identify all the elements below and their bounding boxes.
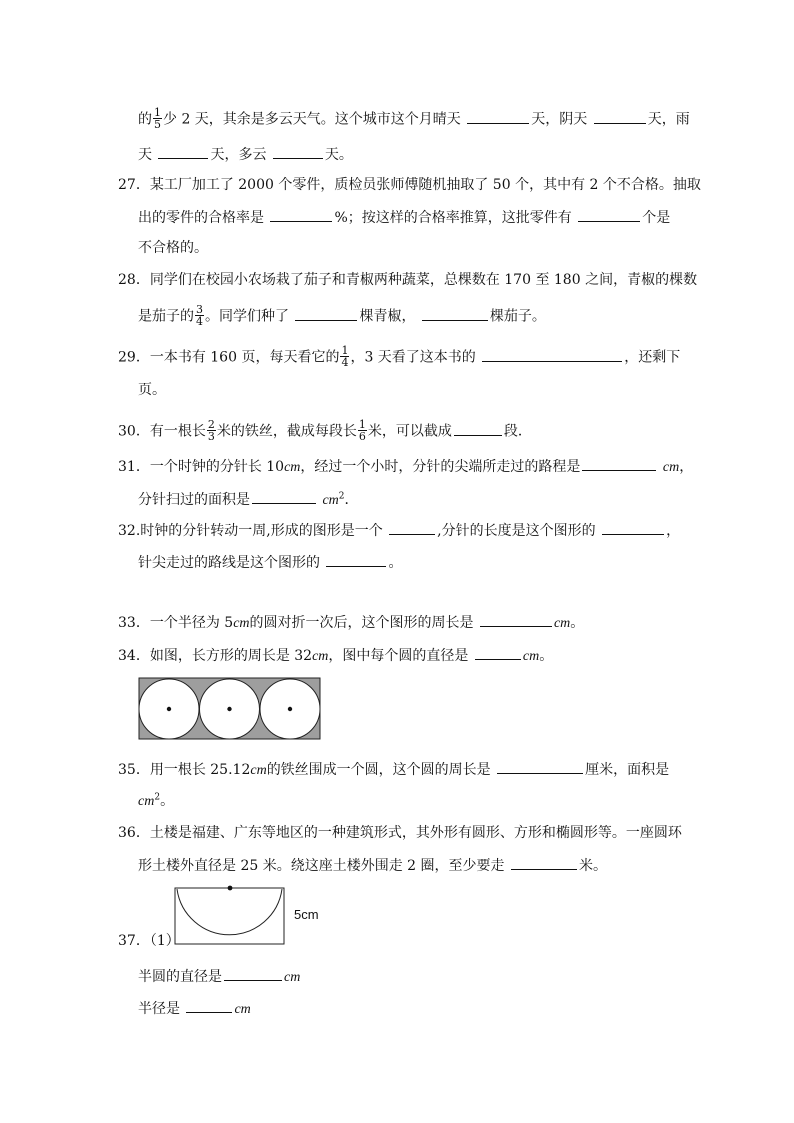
answer-blank-sunny[interactable] [467,109,529,124]
q32-line-2: 针尖走过的路线是这个图形的 。 [138,552,402,573]
fraction: $\frac{1}{4}$ [341,344,349,369]
fraction: $\frac{2}{3}$ [207,418,215,443]
q33-line-1: 33．一个半径为 5cm的圆对折一次后，这个图形的周长是 cm。 [118,612,584,634]
q28-line-1: 28．同学们在校园小农场栽了茄子和青椒两种蔬菜，总棵数在 170 至 180 之间，青椒的棵数 [118,272,698,288]
q29-line-2: 页。 [138,382,166,398]
rectangle-three-circles-figure [138,677,322,741]
fraction: $\frac{1}{6}$ [358,418,366,443]
answer-blank-walk-distance[interactable] [511,855,577,870]
q30-line-1: 30．有一根长 $\frac{2}{3}$ 米的铁丝，截成每段长 $\frac{1}{6}$ 米，可以截成 段． [118,418,532,443]
q35-line-2: $cm^2$。 [138,792,175,809]
question-number: 35． [118,762,150,778]
answer-blank-eggplant[interactable] [422,306,488,321]
answer-blank-read-portion[interactable] [482,347,622,362]
answer-blank-pepper[interactable] [295,306,357,321]
q37-line-1: 37．（1） [118,933,180,949]
q29-line-1: 29．一本书有 160 页，每天看它的 $\frac{1}{4}$ ，3 天看了这本书的 ，还剩下 [118,344,681,369]
q31-line-1: 31．一个时钟的分针长 10cm，经过一个小时，分针的尖端所走过的路程是 cm， [118,456,693,478]
q37-line-3: 半径是 cm [138,998,251,1020]
question-number: 28． [118,272,150,288]
question-number: 29． [118,349,150,366]
q34-line-1: 34．如图，长方形的周长是 32cm，图中每个圆的直径是 cm。 [118,645,553,667]
answer-blank-segments[interactable] [454,421,502,436]
q27-line-2: 出的零件的合格率是 %；按这样的合格率推算，这批零件有 个是 [138,207,670,228]
answer-blank-radius[interactable] [602,520,664,535]
q32-line-1: 32.时钟的分针转动一周,形成的图形是一个 ,分针的长度是这个图形的 ， [118,520,680,541]
question-number: 37． [118,933,150,949]
answer-blank-circumference[interactable] [326,552,386,567]
answer-blank-area[interactable] [252,489,316,504]
q35-line-1: 35．用一根长 25.12cm的铁丝围成一个圆，这个圆的周长是 厘米，面积是 [118,759,669,781]
q37-line-2: 半圆的直径是 cm [138,966,300,988]
answer-blank-semicircle-diameter[interactable] [224,966,282,981]
answer-blank-diameter[interactable] [475,645,521,660]
q26-line-2: 天 天，多云 天。 [138,144,353,165]
figure-label-5cm: 5cm [294,907,319,922]
answer-blank-distance[interactable] [582,456,656,471]
fraction: $\frac{1}{5}$ [154,106,161,131]
question-number: 27． [118,177,150,193]
answer-blank-half-perimeter[interactable] [480,612,552,627]
question-number: 32. [118,523,141,539]
question-number: 30． [118,423,150,440]
question-number: 31． [118,459,150,475]
answer-blank-semicircle-radius[interactable] [186,998,232,1013]
answer-blank-overcast[interactable] [273,144,323,159]
question-number: 36． [118,825,150,841]
q27-line-3: 不合格的。 [138,240,208,256]
q28-line-2: 是茄子的 $\frac{3}{4}$ 。同学们种了 棵青椒， 棵茄子。 [138,303,546,328]
answer-blank-circle-perimeter[interactable] [497,759,583,774]
question-number: 33． [118,615,150,631]
q36-line-1: 36．土楼是福建、广东等地区的一种建筑形式，其外形有圆形、方形和椭圆形等。一座圆环 [118,825,682,841]
answer-blank-defects[interactable] [578,207,640,222]
q31-line-2: 分针扫过的面积是 $cm^2$． [138,489,359,511]
answer-blank-pass-rate[interactable] [270,207,332,222]
answer-blank-shape[interactable] [389,520,435,535]
fraction: $\frac{3}{4}$ [196,303,203,328]
q36-line-2: 形土楼外直径是 25 米。绕这座土楼外围走 2 圈，至少要走 米。 [138,855,607,876]
answer-blank-rain[interactable] [158,144,208,159]
q27-line-1: 27．某工厂加工了 2000 个零件，质检员张师傅随机抽取了 50 个，其中有 2 个不合格。抽取 [118,177,701,193]
semicircle-rectangle-figure [174,884,286,946]
answer-blank-cloudy[interactable] [594,109,646,124]
q26-line-1: 的 $\frac{1}{5}$ 少 2 天，其余是多云天气。这个城市这个月晴天 天，阴天 天，雨 [138,106,690,131]
question-number: 34． [118,648,150,664]
